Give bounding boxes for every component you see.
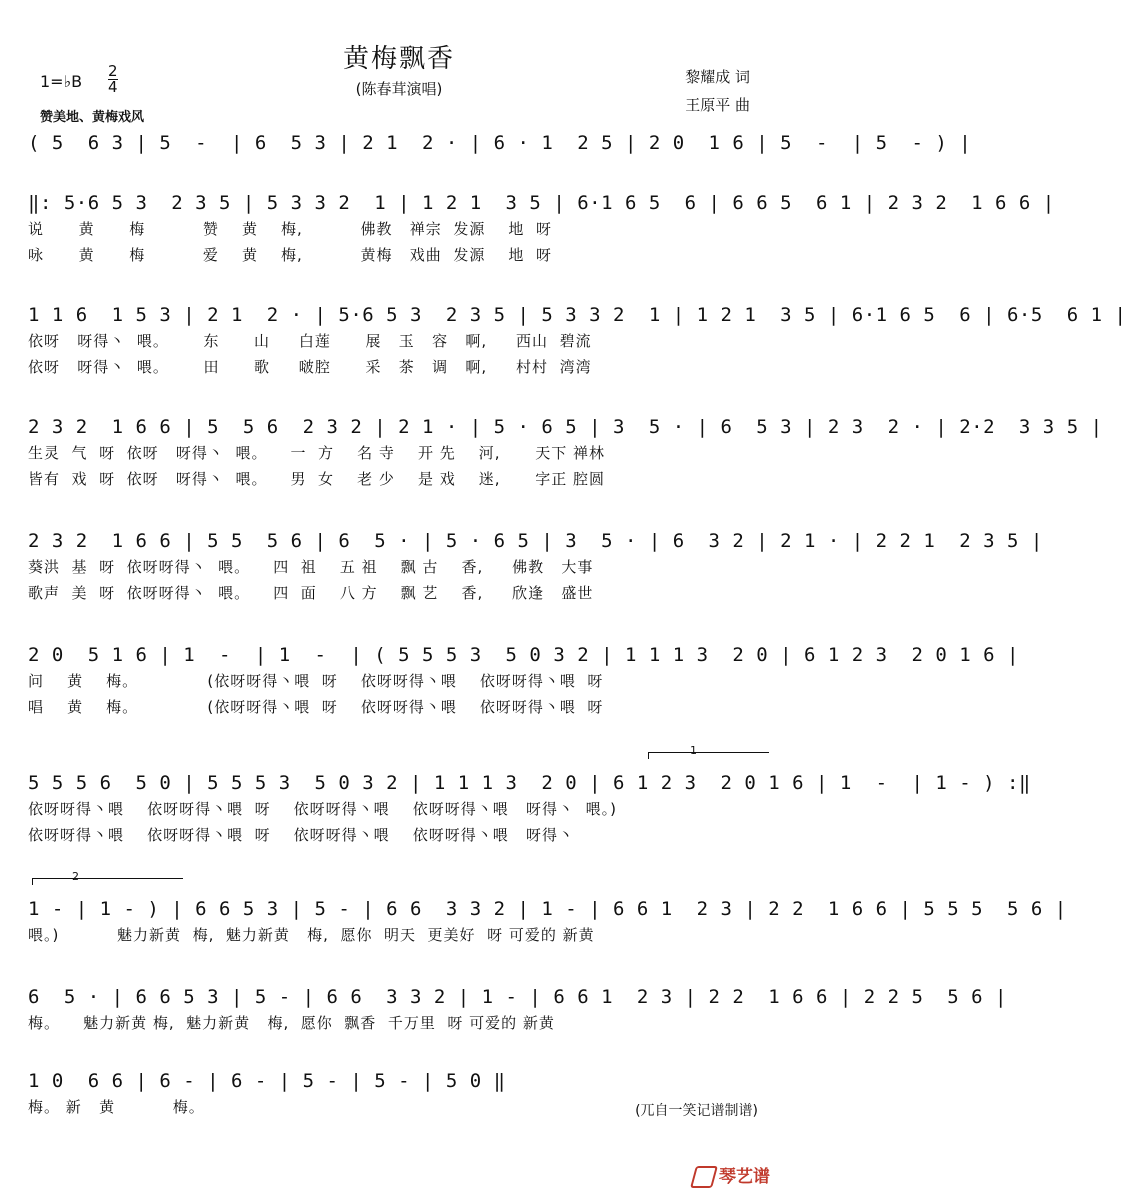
second-ending-bracket — [32, 878, 183, 885]
lyrics-verse-1: 生灵 气 呀 依呀 呀得丶 喂。 一 方 名 寺 开 先 河, 天下 禅林 — [28, 444, 605, 462]
system-1 — [28, 130, 972, 156]
lyrics-verse-1: 依呀呀得丶喂 依呀呀得丶喂 呀 依呀呀得丶喂 依呀呀得丶喂 呀得丶 喂。) — [28, 800, 617, 818]
time-top: 2 — [108, 62, 118, 80]
system-2 — [28, 190, 1055, 268]
system-6 — [28, 642, 1019, 720]
lyricist: 黎耀成 词 — [685, 68, 750, 86]
lyrics-verse-1: 说 黄 梅 赞 黄 梅, 佛教 禅宗 发源 地 呀 — [28, 220, 552, 238]
lyrics-verse-1: 问 黄 梅。 (依呀呀得丶喂 呀 依呀呀得丶喂 依呀呀得丶喂 呀 — [28, 672, 604, 690]
notes-line: 2 3 2 1 6 6 | 5 5 5 6 | 6 5 · | 5 · 6 5 | 3 5 · | 6 3 2 | 2 1 · | 2 2 1 2 3 5 | — [28, 530, 1043, 552]
system-8 — [28, 896, 1067, 948]
lyrics-verse-2: 唱 黄 梅。 (依呀呀得丶喂 呀 依呀呀得丶喂 依呀呀得丶喂 呀 — [28, 698, 604, 716]
composer: 王原平 曲 — [685, 96, 750, 114]
notes-line: 1 0 6 6 | 6 - | 6 - | 5 - | 5 - | 5 0 ‖ — [28, 1070, 506, 1092]
notes-line: 6 5 · | 6 6 5 3 | 5 - | 6 6 3 3 2 | 1 - | 6 6 1 2 3 | 2 2 1 6 6 | 2 2 5 5 6 | — [28, 986, 1007, 1008]
lyrics-verse-1: 依呀 呀得丶 喂。 东 山 白莲 展 玉 容 啊, 西山 碧流 — [28, 332, 592, 350]
time-signature — [108, 64, 118, 95]
page-title: 黄梅飘香 — [342, 44, 455, 74]
transcriber-credit: (兀自一笑记谱制谱) — [635, 1103, 758, 1119]
logo-text: 琴艺谱 — [719, 1167, 770, 1187]
system-5 — [28, 528, 1043, 606]
lyrics-verse-1: 梅。 魅力新黄 梅, 魅力新黄 梅, 愿你 飘香 千万里 呀 可爱的 新黄 — [28, 1014, 555, 1032]
key-signature: 1=♭B — [40, 72, 83, 91]
system-3 — [28, 302, 1126, 380]
lyrics-verse-2: 依呀呀得丶喂 依呀呀得丶喂 呀 依呀呀得丶喂 依呀呀得丶喂 呀得丶 — [28, 826, 575, 844]
notes-line: 1 1 6 1 5 3 | 2 1 2 · | 5·6 5 3 2 3 5 | 5 3 3 2 1 | 1 2 1 3 5 | 6·1 6 5 6 | 6·5 6 1 | — [28, 304, 1126, 326]
notes-line: 2 0 5 1 6 | 1 - | 1 - | ( 5 5 5 3 5 0 3 2 | 1 1 1 3 2 0 | 6 1 2 3 2 0 1 6 | — [28, 644, 1019, 666]
notes-line: 1 - | 1 - ) | 6 6 5 3 | 5 - | 6 6 3 3 2 | 1 - | 6 6 1 2 3 | 2 2 1 6 6 | 5 5 5 5 6 | — [28, 898, 1067, 920]
first-ending-number: 1 — [690, 744, 697, 757]
lyrics-verse-1: 喂。) 魅力新黄 梅, 魅力新黄 梅, 愿你 明天 更美好 呀 可爱的 新黄 — [28, 926, 595, 944]
notes-line: ( 5 6 3 | 5 - | 6 5 3 | 2 1 2 · | 6 · 1 2 5 | 2 0 1 6 | 5 - | 5 - ) | — [28, 132, 972, 154]
system-9 — [28, 984, 1007, 1036]
lyrics-verse-1: 梅。 新 黄 梅。 — [28, 1098, 205, 1116]
notes-line: 2 3 2 1 6 6 | 5 5 6 2 3 2 | 2 1 · | 5 · 6 5 | 3 5 · | 6 5 3 | 2 3 2 · | 2·2 3 3 5 | — [28, 416, 1103, 438]
lyrics-verse-2: 依呀 呀得丶 喂。 田 歌 啵腔 采 茶 调 啊, 村村 湾湾 — [28, 358, 592, 376]
performer: (陈春茸演唱) — [355, 80, 443, 98]
system-7 — [28, 770, 1031, 848]
logo-icon — [690, 1166, 718, 1188]
style-note: 赞美地、黄梅戏风 — [40, 110, 145, 125]
system-4 — [28, 414, 1103, 492]
lyrics-verse-2: 皆有 戏 呀 依呀 呀得丶 喂。 男 女 老 少 是 戏 迷, 字正 腔圆 — [28, 470, 605, 488]
lyrics-verse-2: 歌声 美 呀 依呀呀得丶 喂。 四 面 八 方 飘 艺 香, 欣逢 盛世 — [28, 584, 594, 602]
site-logo[interactable] — [693, 1162, 770, 1188]
second-ending-number: 2 — [72, 870, 79, 883]
lyrics-verse-2: 咏 黄 梅 爱 黄 梅, 黄梅 戏曲 发源 地 呀 — [28, 246, 552, 264]
first-ending-bracket — [648, 752, 769, 759]
notes-line: 5 5 5 6 5 0 | 5 5 5 3 5 0 3 2 | 1 1 1 3 2 0 | 6 1 2 3 2 0 1 6 | 1 - | 1 - ) :‖ — [28, 772, 1031, 794]
lyrics-verse-1: 葵洪 基 呀 依呀呀得丶 喂。 四 祖 五 祖 飘 古 香, 佛教 大事 — [28, 558, 594, 576]
time-bottom: 4 — [108, 78, 118, 96]
notes-line: ‖: 5·6 5 3 2 3 5 | 5 3 3 2 1 | 1 2 1 3 5 | 6·1 6 5 6 | 6 6 5 6 1 | 2 3 2 1 6 6 | — [28, 192, 1055, 214]
